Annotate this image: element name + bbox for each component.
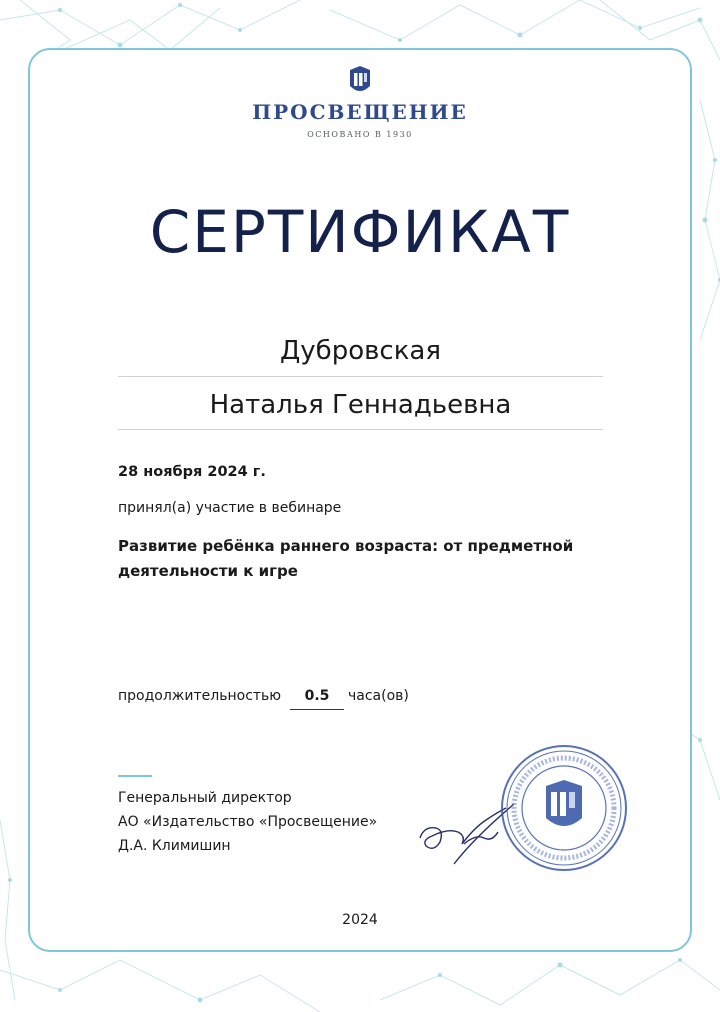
recipient-given-names: Наталья Геннадьевна [209, 390, 512, 420]
logo-subtitle: ОСНОВАНО В 1930 [307, 130, 413, 139]
signatory-name: Д.А. Климишин [118, 838, 231, 854]
certificate-title: СЕРТИФИКАТ [149, 198, 571, 266]
official-stamp-icon [498, 742, 630, 874]
name-divider [118, 429, 603, 430]
signatory-accent-line [118, 775, 152, 777]
participation-text: принял(а) участие в вебинаре [118, 500, 342, 516]
signatory-organization: АО «Издательство «Просвещение» [118, 814, 378, 830]
prosveshchenie-logo-icon [347, 64, 373, 96]
recipient-surname: Дубровская [279, 336, 442, 366]
duration-label: продолжительностью [118, 688, 282, 704]
event-date: 28 ноября 2024 г. [118, 464, 266, 480]
webinar-topic: Развитие ребёнка раннего возраста: от предметной деятельности к игре [118, 537, 574, 580]
signatory-position: Генеральный директор [118, 790, 292, 806]
logo-wordmark: ПРОСВЕЩЕНИЕ [252, 100, 468, 124]
certificate-year: 2024 [342, 912, 378, 928]
publisher-logo [250, 64, 470, 148]
duration-unit: часа(ов) [348, 688, 409, 704]
duration-value: 0.5 [290, 686, 344, 710]
name-divider [118, 376, 603, 377]
